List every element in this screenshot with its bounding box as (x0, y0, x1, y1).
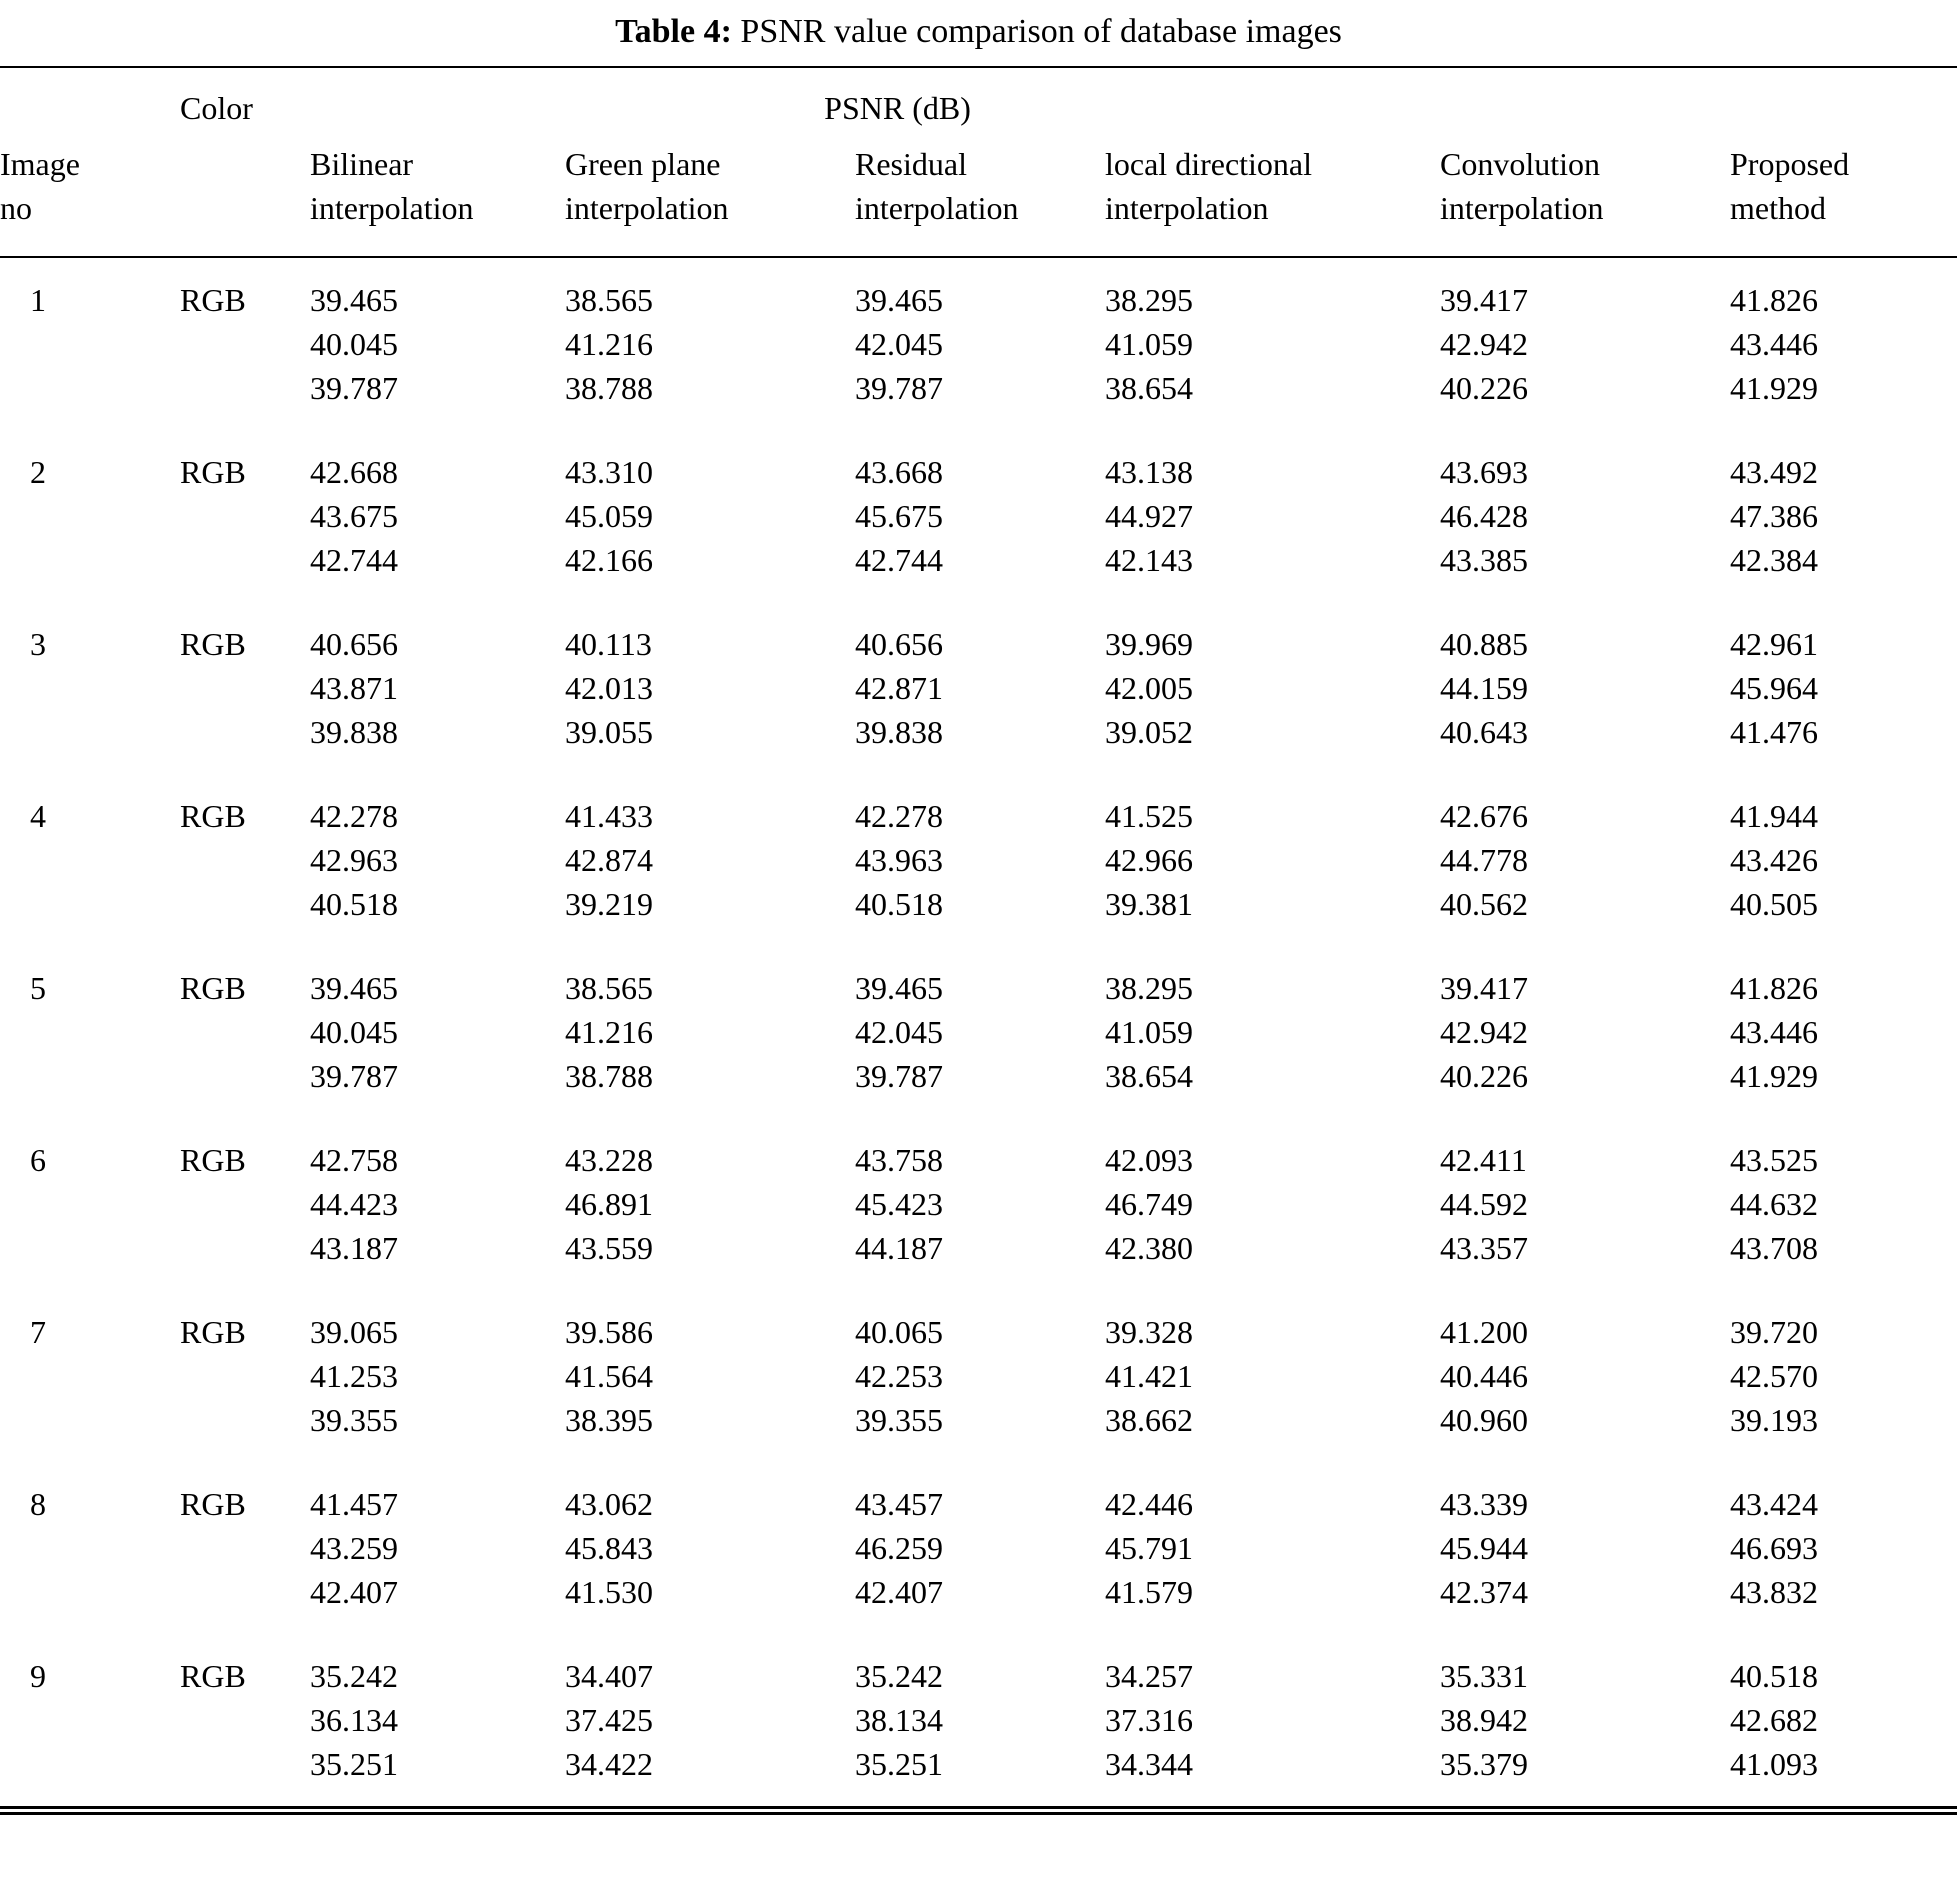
color-cell: RGB (180, 1486, 246, 1522)
psnr-value: 40.518 (855, 886, 943, 922)
psnr-value: 43.062 (565, 1486, 653, 1522)
psnr-value: 46.259 (855, 1530, 943, 1566)
table-head (0, 67, 1957, 257)
psnr-value: 42.093 (1105, 1142, 1193, 1178)
table-row (0, 1462, 1957, 1634)
psnr-value: 43.259 (310, 1530, 398, 1566)
psnr-value: 35.251 (310, 1746, 398, 1782)
psnr-value: 38.788 (565, 1058, 653, 1094)
psnr-value: 39.787 (855, 1058, 943, 1094)
column-header-convolution-interpolation (1440, 138, 1730, 257)
psnr-value: 43.963 (855, 842, 943, 878)
column-header-image-no (0, 138, 180, 257)
psnr-value: 44.778 (1440, 842, 1528, 878)
psnr-value: 35.379 (1440, 1746, 1528, 1782)
psnr-cell-green-plane-interpolation (565, 257, 855, 430)
color-cell: RGB (180, 798, 246, 834)
psnr-value: 39.787 (310, 370, 398, 406)
psnr-value: 41.929 (1730, 370, 1818, 406)
psnr-value: 34.407 (565, 1658, 653, 1694)
psnr-value: 42.963 (310, 842, 398, 878)
table-body (0, 257, 1957, 1811)
table-title-text: PSNR value comparison of database images (740, 13, 1342, 50)
psnr-value: 39.219 (565, 886, 653, 922)
psnr-value: 38.788 (565, 370, 653, 406)
psnr-value: 42.942 (1440, 1014, 1528, 1050)
psnr-value: 46.891 (565, 1186, 653, 1222)
column-header-proposed-method (1730, 138, 1957, 257)
psnr-value: 42.407 (855, 1574, 943, 1610)
psnr-value: 34.422 (565, 1746, 653, 1782)
psnr-cell-green-plane-interpolation (565, 430, 855, 602)
psnr-cell-residual-interpolation (855, 1290, 1105, 1462)
psnr-value: 40.045 (310, 326, 398, 362)
psnr-cell-bilinear-interpolation (310, 257, 565, 430)
psnr-cell-local-directional-interpolation (1105, 1118, 1440, 1290)
column-header-line: interpolation (855, 190, 1019, 226)
column-header-line: interpolation (1105, 190, 1269, 226)
psnr-cell-green-plane-interpolation (565, 1462, 855, 1634)
psnr-cell-bilinear-interpolation (310, 602, 565, 774)
psnr-value: 42.166 (565, 542, 653, 578)
column-header-green-plane-interpolation (565, 138, 855, 257)
psnr-value: 43.559 (565, 1230, 653, 1266)
psnr-value: 38.565 (565, 970, 653, 1006)
psnr-value: 41.826 (1730, 970, 1818, 1006)
psnr-value: 40.065 (855, 1314, 943, 1350)
psnr-value: 42.278 (310, 798, 398, 834)
column-header-line: no (0, 190, 32, 226)
psnr-value: 43.457 (855, 1486, 943, 1522)
psnr-value: 41.564 (565, 1358, 653, 1394)
psnr-cell-green-plane-interpolation (565, 1118, 855, 1290)
psnr-cell-convolution-interpolation (1440, 1634, 1730, 1811)
psnr-cell-proposed-method (1730, 774, 1957, 946)
psnr-value: 40.562 (1440, 886, 1528, 922)
psnr-cell-bilinear-interpolation (310, 1118, 565, 1290)
psnr-cell-bilinear-interpolation (310, 774, 565, 946)
psnr-value: 46.749 (1105, 1186, 1193, 1222)
psnr-cell-convolution-interpolation (1440, 1290, 1730, 1462)
psnr-value: 41.929 (1730, 1058, 1818, 1094)
psnr-value: 38.295 (1105, 282, 1193, 318)
psnr-value: 37.316 (1105, 1702, 1193, 1738)
psnr-value: 41.944 (1730, 798, 1818, 834)
psnr-value: 42.871 (855, 670, 943, 706)
psnr-value: 39.465 (855, 282, 943, 318)
psnr-cell-local-directional-interpolation (1105, 1290, 1440, 1462)
image-no-cell: 3 (30, 626, 46, 662)
psnr-value: 39.720 (1730, 1314, 1818, 1350)
psnr-value: 38.654 (1105, 370, 1193, 406)
column-header-line: interpolation (1440, 190, 1604, 226)
column-header-line: Proposed (1730, 146, 1850, 182)
psnr-cell-local-directional-interpolation (1105, 257, 1440, 430)
psnr-value: 39.787 (310, 1058, 398, 1094)
psnr-value: 41.200 (1440, 1314, 1528, 1350)
psnr-value: 45.675 (855, 498, 943, 534)
psnr-value: 42.380 (1105, 1230, 1193, 1266)
psnr-cell-bilinear-interpolation (310, 946, 565, 1118)
table-row (0, 257, 1957, 430)
psnr-value: 40.045 (310, 1014, 398, 1050)
psnr-value: 45.059 (565, 498, 653, 534)
psnr-value: 43.424 (1730, 1486, 1818, 1522)
psnr-cell-bilinear-interpolation (310, 1290, 565, 1462)
psnr-value: 35.331 (1440, 1658, 1528, 1694)
color-group-header: Color (180, 90, 253, 126)
psnr-cell-local-directional-interpolation (1105, 602, 1440, 774)
psnr-value: 41.059 (1105, 326, 1193, 362)
psnr-value: 43.871 (310, 670, 398, 706)
table-row (0, 1118, 1957, 1290)
psnr-value: 40.226 (1440, 370, 1528, 406)
color-cell: RGB (180, 1314, 246, 1350)
psnr-value: 42.407 (310, 1574, 398, 1610)
psnr-cell-green-plane-interpolation (565, 1290, 855, 1462)
psnr-value: 42.668 (310, 454, 398, 490)
psnr-value: 38.395 (565, 1402, 653, 1438)
column-header-line: interpolation (310, 190, 474, 226)
group-header-row (0, 67, 1957, 138)
column-header-residual-interpolation (855, 138, 1105, 257)
psnr-value: 40.505 (1730, 886, 1818, 922)
psnr-value: 35.242 (310, 1658, 398, 1694)
psnr-value: 41.093 (1730, 1746, 1818, 1782)
psnr-value: 42.758 (310, 1142, 398, 1178)
psnr-value: 42.253 (855, 1358, 943, 1394)
color-cell: RGB (180, 626, 246, 662)
psnr-value: 40.960 (1440, 1402, 1528, 1438)
psnr-cell-residual-interpolation (855, 430, 1105, 602)
psnr-value: 39.381 (1105, 886, 1193, 922)
psnr-value: 44.159 (1440, 670, 1528, 706)
psnr-value: 40.656 (855, 626, 943, 662)
psnr-value: 41.216 (565, 326, 653, 362)
psnr-value: 43.357 (1440, 1230, 1528, 1266)
psnr-value: 42.143 (1105, 542, 1193, 578)
psnr-value: 42.942 (1440, 326, 1528, 362)
image-no-cell: 1 (30, 282, 46, 318)
psnr-value: 39.193 (1730, 1402, 1818, 1438)
psnr-value: 41.457 (310, 1486, 398, 1522)
psnr-value: 39.065 (310, 1314, 398, 1350)
psnr-value: 39.465 (855, 970, 943, 1006)
psnr-value: 45.791 (1105, 1530, 1193, 1566)
psnr-value: 39.465 (310, 282, 398, 318)
psnr-cell-residual-interpolation (855, 257, 1105, 430)
psnr-value: 39.328 (1105, 1314, 1193, 1350)
psnr-value: 42.682 (1730, 1702, 1818, 1738)
psnr-cell-residual-interpolation (855, 602, 1105, 774)
psnr-cell-convolution-interpolation (1440, 1462, 1730, 1634)
psnr-value: 40.518 (1730, 1658, 1818, 1694)
psnr-value: 42.045 (855, 1014, 943, 1050)
psnr-cell-residual-interpolation (855, 774, 1105, 946)
psnr-value: 43.310 (565, 454, 653, 490)
psnr-value: 38.295 (1105, 970, 1193, 1006)
psnr-value: 38.942 (1440, 1702, 1528, 1738)
psnr-value: 39.052 (1105, 714, 1193, 750)
psnr-cell-local-directional-interpolation (1105, 430, 1440, 602)
image-no-cell: 4 (30, 798, 46, 834)
psnr-value: 34.344 (1105, 1746, 1193, 1782)
psnr-cell-proposed-method (1730, 257, 1957, 430)
psnr-value: 42.045 (855, 326, 943, 362)
psnr-value: 44.632 (1730, 1186, 1818, 1222)
psnr-value: 37.425 (565, 1702, 653, 1738)
psnr-value: 43.228 (565, 1142, 653, 1178)
color-cell: RGB (180, 970, 246, 1006)
psnr-value: 42.961 (1730, 626, 1818, 662)
image-no-cell: 5 (30, 970, 46, 1006)
psnr-cell-proposed-method (1730, 946, 1957, 1118)
psnr-value: 38.134 (855, 1702, 943, 1738)
table-row (0, 774, 1957, 946)
psnr-value: 43.832 (1730, 1574, 1818, 1610)
column-header-line: method (1730, 190, 1826, 226)
psnr-cell-convolution-interpolation (1440, 1118, 1730, 1290)
column-header-line: Green plane (565, 146, 721, 182)
psnr-cell-proposed-method (1730, 1462, 1957, 1634)
psnr-value: 43.426 (1730, 842, 1818, 878)
psnr-value: 44.187 (855, 1230, 943, 1266)
column-header-local-directional-interpolation (1105, 138, 1440, 257)
psnr-value: 41.525 (1105, 798, 1193, 834)
psnr-cell-proposed-method (1730, 1118, 1957, 1290)
psnr-value: 46.428 (1440, 498, 1528, 534)
table-title-label: Table 4: (615, 13, 732, 50)
psnr-value: 43.138 (1105, 454, 1193, 490)
column-header-bilinear-interpolation (310, 138, 565, 257)
psnr-group-header: PSNR (dB) (824, 90, 971, 126)
psnr-cell-proposed-method (1730, 430, 1957, 602)
psnr-value: 39.838 (310, 714, 398, 750)
psnr-value: 39.465 (310, 970, 398, 1006)
psnr-cell-bilinear-interpolation (310, 1634, 565, 1811)
column-header-line: interpolation (565, 190, 729, 226)
psnr-value: 45.964 (1730, 670, 1818, 706)
psnr-cell-proposed-method (1730, 1290, 1957, 1462)
psnr-value: 42.676 (1440, 798, 1528, 834)
psnr-value: 46.693 (1730, 1530, 1818, 1566)
psnr-value: 43.525 (1730, 1142, 1818, 1178)
table-title (0, 0, 1957, 66)
psnr-value: 38.662 (1105, 1402, 1193, 1438)
psnr-value: 39.586 (565, 1314, 653, 1350)
psnr-value: 44.592 (1440, 1186, 1528, 1222)
psnr-cell-local-directional-interpolation (1105, 1634, 1440, 1811)
psnr-value: 41.421 (1105, 1358, 1193, 1394)
column-header-line: Image (0, 146, 80, 182)
psnr-value: 39.417 (1440, 970, 1528, 1006)
psnr-value: 43.668 (855, 454, 943, 490)
psnr-value: 41.253 (310, 1358, 398, 1394)
psnr-cell-green-plane-interpolation (565, 602, 855, 774)
psnr-comparison-table (0, 66, 1957, 1815)
psnr-value: 42.570 (1730, 1358, 1818, 1394)
psnr-value: 42.446 (1105, 1486, 1193, 1522)
psnr-value: 39.355 (855, 1402, 943, 1438)
psnr-value: 40.518 (310, 886, 398, 922)
psnr-value: 42.744 (310, 542, 398, 578)
psnr-value: 42.013 (565, 670, 653, 706)
psnr-value: 42.384 (1730, 542, 1818, 578)
column-header-line: local directional (1105, 146, 1313, 182)
psnr-cell-residual-interpolation (855, 1462, 1105, 1634)
psnr-cell-convolution-interpolation (1440, 430, 1730, 602)
psnr-value: 43.708 (1730, 1230, 1818, 1266)
column-header-line: Residual (855, 146, 967, 182)
psnr-value: 39.055 (565, 714, 653, 750)
psnr-value: 43.339 (1440, 1486, 1528, 1522)
psnr-cell-proposed-method (1730, 602, 1957, 774)
psnr-value: 38.654 (1105, 1058, 1193, 1094)
psnr-value: 44.927 (1105, 498, 1193, 534)
color-cell: RGB (180, 1658, 246, 1694)
table-row (0, 1290, 1957, 1462)
psnr-value: 42.005 (1105, 670, 1193, 706)
psnr-value: 39.838 (855, 714, 943, 750)
psnr-cell-green-plane-interpolation (565, 1634, 855, 1811)
psnr-value: 42.278 (855, 798, 943, 834)
psnr-value: 43.446 (1730, 326, 1818, 362)
psnr-cell-local-directional-interpolation (1105, 774, 1440, 946)
psnr-value: 47.386 (1730, 498, 1818, 534)
psnr-cell-convolution-interpolation (1440, 602, 1730, 774)
psnr-value: 43.675 (310, 498, 398, 534)
psnr-cell-green-plane-interpolation (565, 946, 855, 1118)
psnr-value: 41.216 (565, 1014, 653, 1050)
image-no-cell: 7 (30, 1314, 46, 1350)
psnr-value: 42.374 (1440, 1574, 1528, 1610)
image-no-cell: 2 (30, 454, 46, 490)
psnr-value: 41.826 (1730, 282, 1818, 318)
psnr-value: 41.059 (1105, 1014, 1193, 1050)
psnr-cell-residual-interpolation (855, 946, 1105, 1118)
psnr-cell-convolution-interpolation (1440, 946, 1730, 1118)
psnr-value: 39.355 (310, 1402, 398, 1438)
table-row (0, 602, 1957, 774)
image-no-cell: 9 (30, 1658, 46, 1694)
psnr-value: 45.423 (855, 1186, 943, 1222)
psnr-value: 42.411 (1440, 1142, 1527, 1178)
psnr-value: 40.885 (1440, 626, 1528, 662)
psnr-value: 43.446 (1730, 1014, 1818, 1050)
psnr-value: 42.874 (565, 842, 653, 878)
image-no-cell: 8 (30, 1486, 46, 1522)
column-header-line: Bilinear (310, 146, 414, 182)
psnr-cell-bilinear-interpolation (310, 1462, 565, 1634)
psnr-value: 43.492 (1730, 454, 1818, 490)
psnr-value: 39.787 (855, 370, 943, 406)
psnr-cell-residual-interpolation (855, 1634, 1105, 1811)
psnr-value: 40.113 (565, 626, 652, 662)
group-header-spacer (0, 67, 180, 138)
psnr-cell-convolution-interpolation (1440, 257, 1730, 430)
psnr-cell-convolution-interpolation (1440, 774, 1730, 946)
psnr-value: 42.744 (855, 542, 943, 578)
psnr-value: 41.530 (565, 1574, 653, 1610)
psnr-value: 41.433 (565, 798, 653, 834)
table-row (0, 946, 1957, 1118)
psnr-value: 41.476 (1730, 714, 1818, 750)
column-header-row (0, 138, 1957, 257)
column-header-color (180, 138, 310, 257)
image-no-cell: 6 (30, 1142, 46, 1178)
color-cell: RGB (180, 282, 246, 318)
column-header-line: Convolution (1440, 146, 1601, 182)
psnr-value: 35.242 (855, 1658, 943, 1694)
psnr-value: 45.944 (1440, 1530, 1528, 1566)
psnr-value: 40.643 (1440, 714, 1528, 750)
psnr-value: 40.226 (1440, 1058, 1528, 1094)
color-cell: RGB (180, 454, 246, 490)
color-cell: RGB (180, 1142, 246, 1178)
psnr-cell-local-directional-interpolation (1105, 946, 1440, 1118)
table-row (0, 430, 1957, 602)
psnr-value: 40.656 (310, 626, 398, 662)
psnr-value: 40.446 (1440, 1358, 1528, 1394)
psnr-value: 43.693 (1440, 454, 1528, 490)
psnr-value: 44.423 (310, 1186, 398, 1222)
psnr-cell-residual-interpolation (855, 1118, 1105, 1290)
psnr-cell-green-plane-interpolation (565, 774, 855, 946)
psnr-value: 35.251 (855, 1746, 943, 1782)
psnr-value: 43.758 (855, 1142, 943, 1178)
psnr-value: 43.385 (1440, 542, 1528, 578)
psnr-value: 45.843 (565, 1530, 653, 1566)
psnr-value: 34.257 (1105, 1658, 1193, 1694)
psnr-cell-bilinear-interpolation (310, 430, 565, 602)
psnr-value: 39.969 (1105, 626, 1193, 662)
psnr-value: 41.579 (1105, 1574, 1193, 1610)
psnr-value: 38.565 (565, 282, 653, 318)
psnr-cell-proposed-method (1730, 1634, 1957, 1811)
table-row (0, 1634, 1957, 1811)
psnr-value: 42.966 (1105, 842, 1193, 878)
psnr-value: 36.134 (310, 1702, 398, 1738)
psnr-value: 39.417 (1440, 282, 1528, 318)
psnr-cell-local-directional-interpolation (1105, 1462, 1440, 1634)
psnr-value: 43.187 (310, 1230, 398, 1266)
